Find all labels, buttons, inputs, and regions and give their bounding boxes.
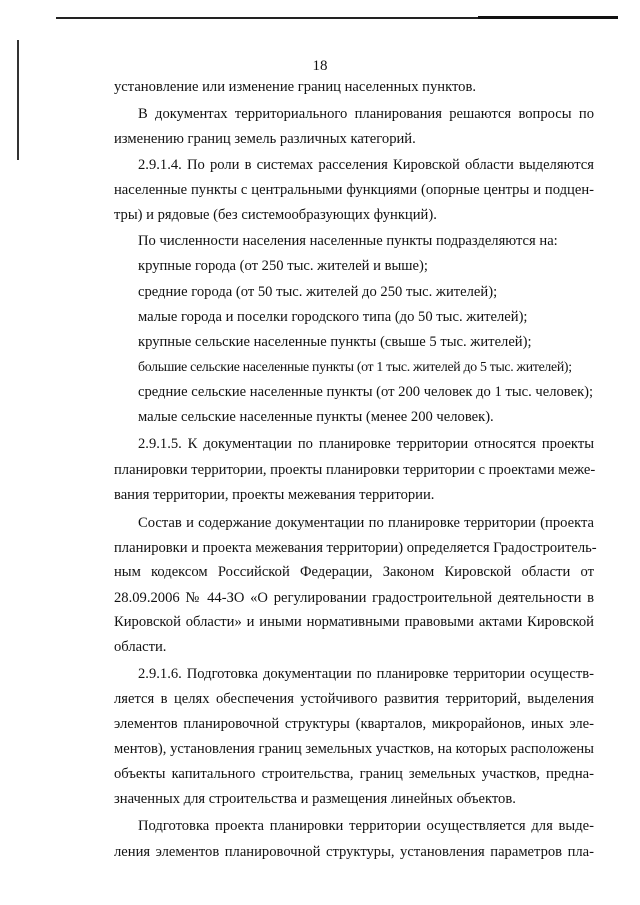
list-item: средние города (от 50 тыс. жителей до 250 тыс. жителей); xyxy=(138,284,498,300)
list-item: малые города и поселки городского типа (до 50 тыс. жителей); xyxy=(138,309,528,325)
text-line: объекты капитального строительства, границ земельных участков, предна- xyxy=(114,766,594,782)
text-line: 2.9.1.4. По роли в системах расселения Кировской области выделяются xyxy=(138,157,594,173)
text-line: планировки территории, проекты планировки территории с проектами меже- xyxy=(114,462,596,478)
text-line: 28.09.2006 № 44-ЗО «О регулировании градостроительной деятельности в xyxy=(114,590,594,606)
text-line: области. xyxy=(114,639,167,655)
text-line: Кировской области» и иными нормативными правовыми актами Кировской xyxy=(114,614,594,630)
text-line: В документах территориального планирования решаются вопросы по xyxy=(138,106,594,122)
text-line: ным кодексом Российской Федерации, Законом Кировской области от xyxy=(114,564,594,580)
text-line: 2.9.1.5. К документации по планировке территории относятся проекты xyxy=(138,436,594,452)
list-item: крупные города (от 250 тыс. жителей и выше); xyxy=(138,258,428,274)
text-line: 2.9.1.6. Подготовка документации по планировке территории осуществ- xyxy=(138,666,594,682)
list-item: малые сельские населенные пункты (менее 200 человек). xyxy=(138,409,494,425)
text-line: ментов), установления границ земельных участков, на которых расположены xyxy=(114,741,594,757)
text-line: установление или изменение границ населенных пунктов. xyxy=(114,79,477,95)
text-line: населенные пункты с центральными функциями (опорные центры и подцен- xyxy=(114,182,594,198)
text-line: тры) и рядовые (без системообразующих функций). xyxy=(114,207,437,223)
text-line: вания территории, проекты межевания территории. xyxy=(114,487,435,503)
text-line: элементов планировочной структуры (кварталов, микрорайонов, иных эле- xyxy=(114,716,594,732)
list-item: средние сельские населенные пункты (от 200 человек до 1 тыс. человек); xyxy=(138,384,594,400)
text-line: значенных для строительства и размещения линейных объектов. xyxy=(114,791,516,807)
text-line: планировки и проекта межевания территории) определяется Градостроитель- xyxy=(114,540,597,556)
top-border-line-dark xyxy=(478,16,618,19)
text-line: ления элементов планировочной структуры, установления параметров пла- xyxy=(114,844,594,860)
text-line: По численности населения населенные пункты подразделяются на: xyxy=(138,233,558,249)
list-item: крупные сельские населенные пункты (свыше 5 тыс. жителей); xyxy=(138,334,532,350)
text-line: Состав и содержание документации по планировке территории (проекта xyxy=(138,515,594,531)
page-number: 18 xyxy=(312,58,328,74)
text-line: изменению границ земель различных категорий. xyxy=(114,131,416,147)
list-item: большие сельские населенные пункты (от 1 тыс. жителей до 5 тыс. жителей); xyxy=(138,359,572,374)
text-line: Подготовка проекта планировки территории осуществляется для выде- xyxy=(138,818,594,834)
text-line: ляется в целях обеспечения устойчивого развития территорий, выделения xyxy=(114,691,594,707)
